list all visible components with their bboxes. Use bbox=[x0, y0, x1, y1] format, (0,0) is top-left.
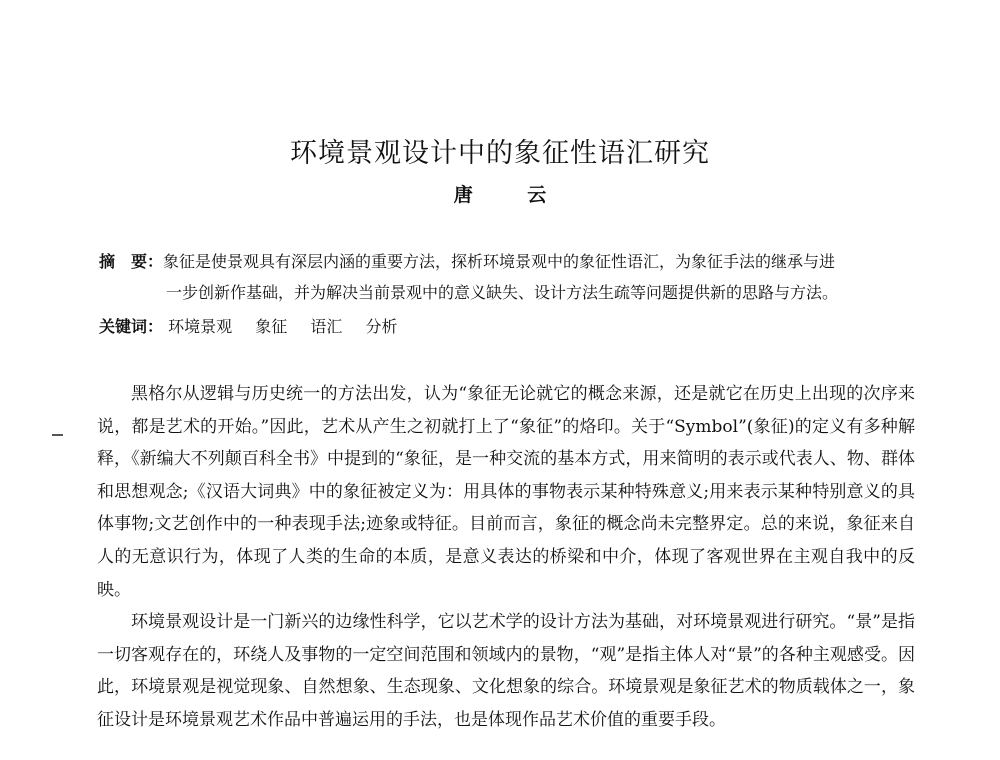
keyword: 分析 bbox=[365, 317, 398, 336]
keyword: 环境景观 bbox=[168, 317, 233, 336]
abstract-first-line bbox=[99, 246, 929, 277]
keywords-section bbox=[99, 314, 415, 337]
author-name: 唐 云 bbox=[453, 184, 571, 206]
margin-mark bbox=[52, 434, 63, 436]
paper-title: 环境景观设计中的象征性语汇研究 bbox=[290, 138, 710, 169]
abstract-label: 摘 要： bbox=[99, 252, 164, 271]
abstract-text-line2: 一步创新作基础，并为解决当前景观中的意义缺失、设计方法生疏等问题提供新的思路与方法。 bbox=[166, 283, 839, 302]
abstract-text-line1: 象征是使景观具有深层内涵的重要方法，探析环境景观中的象征性语汇，为象征手法的继承与进 bbox=[163, 252, 836, 271]
body-paragraph: 黑格尔从逻辑与历史统一的方法出发，认为“象征无论就它的概念来源，还是就它在历史上出现的次序来说，都是艺术的开始。”因此，艺术从产生之初就打上了“象征”的烙印。关于“Symbol”(象征)的定义有多种解释，《新编大不列颠百科全书》中提到的“象征，是一种交流的基本方式，用来简明的表示或代表人、物、群体和思想观念;《汉语大词典》中的象征被定义为：用具体的事物表示某种特殊意义;用来表示某种特别意义的具体事物;文艺创作中的一种表现手法;迹象或特征。目前而言，象征的概念尚未完整界定。总的来说，象征来自人的无意识行为，体现了人类的生命的本质，是意义表达的桥梁和中介，体现了客观世界在主观自我中的反映。 bbox=[97, 384, 915, 600]
abstract-section bbox=[99, 246, 929, 308]
keywords-label: 关键词： bbox=[99, 317, 164, 336]
body-text bbox=[97, 378, 915, 737]
keyword: 语汇 bbox=[310, 317, 343, 336]
keyword: 象征 bbox=[255, 317, 288, 336]
body-paragraph: 环境景观设计是一门新兴的边缘性科学，它以艺术学的设计方法为基础，对环境景观进行研究。“景”是指一切客观存在的，环绕人及事物的一定空间范围和领域内的景物，“观”是指主体人对“景”的各种主观感受。因此，环境景观是视觉现象、自然想象、生态现象、文化想象的综合。环境景观是象征艺术的物质载体之一，象征设计是环境景观艺术作品中普遍运用的手法，也是体现作品艺术价值的重要手段。 bbox=[97, 612, 915, 730]
